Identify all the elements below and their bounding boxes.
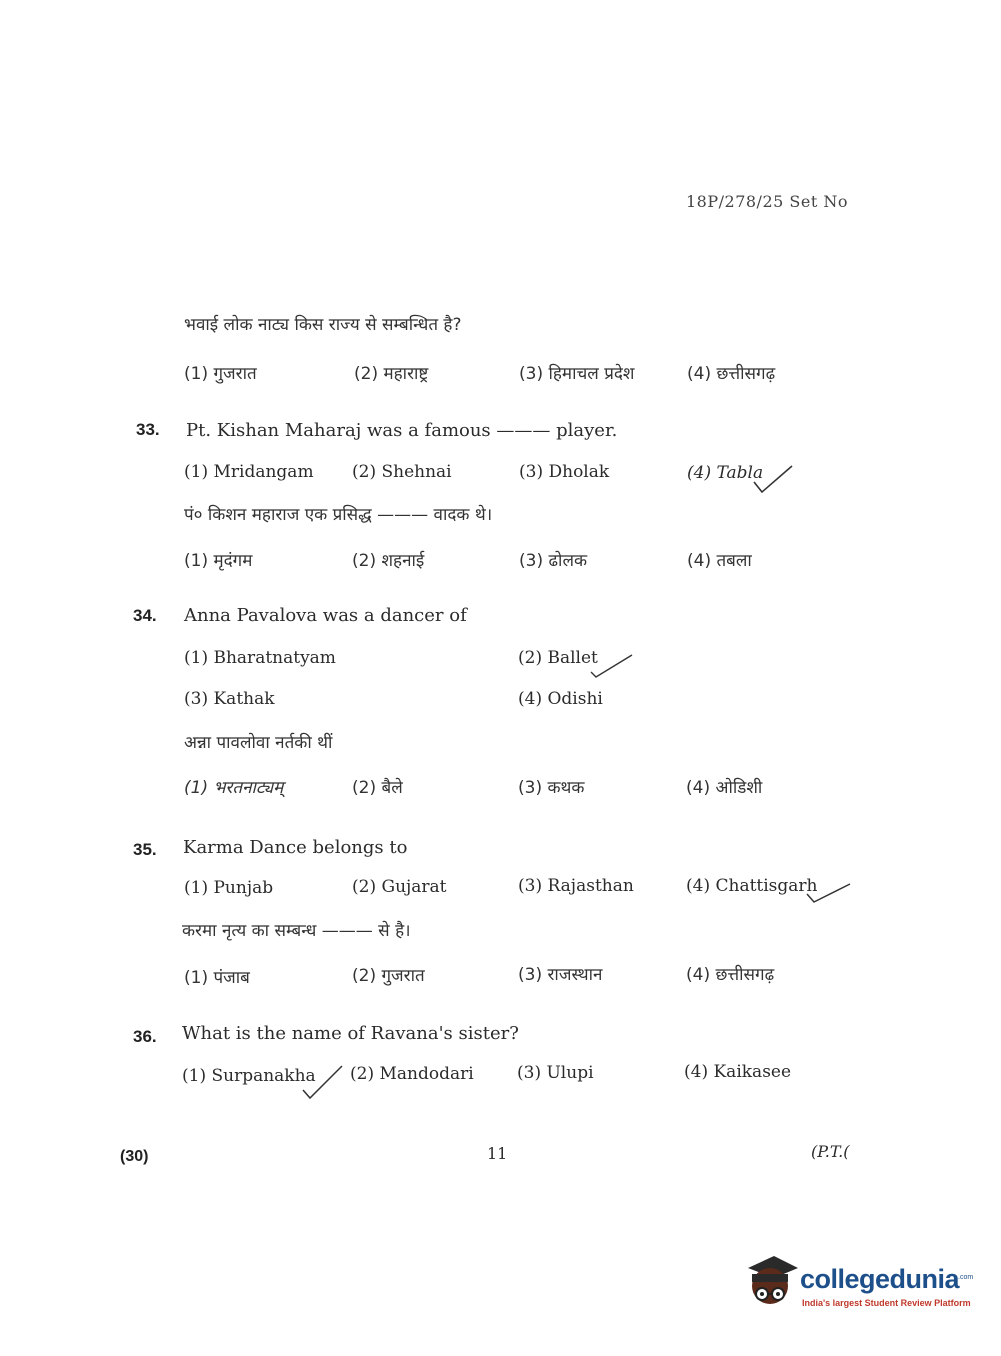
footer-marker: (30) <box>120 1148 149 1165</box>
page-number: 11 <box>487 1144 508 1163</box>
q35-hindi-option-1: (1) पंजाब <box>184 968 250 988</box>
q36-option-1: (1) Surpanakha <box>182 1066 316 1086</box>
q33-hindi-option-3: (3) ढोलक <box>519 551 588 571</box>
logo-tagline: India's largest Student Review Platform <box>802 1298 971 1308</box>
q34-text: Anna Pavalova was a dancer of <box>184 605 467 626</box>
q35-option-2: (2) Gujarat <box>352 877 447 897</box>
q34-option-1: (1) Bharatnatyam <box>184 648 336 668</box>
q34-option-4: (4) Odishi <box>518 689 603 709</box>
q34-hindi-option-4: (4) ओडिशी <box>686 778 763 798</box>
q35-text: Karma Dance belongs to <box>183 837 408 858</box>
q33-number: 33. <box>136 420 160 439</box>
q33-hindi-option-1: (1) मृदंगम <box>184 551 253 571</box>
q35-number: 35. <box>133 840 157 859</box>
q34-hindi-option-3: (3) कथक <box>518 778 585 798</box>
q34-option-2: (2) Ballet <box>518 648 598 668</box>
q36-text: What is the name of Ravana's sister? <box>182 1023 519 1044</box>
q33-text-hindi: पं० किशन महाराज एक प्रसिद्ध ——— वादक थे। <box>184 505 493 525</box>
answer-tick-mark <box>588 652 636 680</box>
collegedunia-logo <box>740 1250 974 1320</box>
q33-option-2: (2) Shehnai <box>352 462 452 482</box>
q34-option-3: (3) Kathak <box>184 689 275 709</box>
q35-hindi-option-3: (3) राजस्थान <box>518 965 603 985</box>
q34-text-hindi: अन्ना पावलोवा नर्तकी थीं <box>184 733 333 753</box>
q32-option-4: (4) छत्तीसगढ़ <box>687 364 776 384</box>
q35-hindi-option-2: (2) गुजरात <box>352 966 425 986</box>
q33-text: Pt. Kishan Maharaj was a famous ——— player. <box>186 420 618 441</box>
pto-label: (P.T.( <box>811 1142 850 1161</box>
answer-tick-mark <box>804 878 854 908</box>
logo-name: collegedunia <box>800 1264 960 1294</box>
q35-text-hindi: करमा नृत्य का सम्बन्ध ——— से है। <box>182 921 411 941</box>
q32-text-hindi: भवाई लोक नाट्य किस राज्य से सम्बन्धित है? <box>184 315 462 335</box>
q33-option-3: (3) Dholak <box>519 462 610 482</box>
answer-tick-mark <box>300 1062 346 1102</box>
mascot-icon <box>740 1250 800 1310</box>
q35-option-1: (1) Punjab <box>184 878 274 898</box>
q33-hindi-option-2: (2) शहनाई <box>352 551 425 571</box>
q32-option-1: (1) गुजरात <box>184 364 257 384</box>
q32-option-3: (3) हिमाचल प्रदेश <box>519 364 635 384</box>
q36-option-2: (2) Mandodari <box>350 1064 474 1084</box>
q33-option-1: (1) Mridangam <box>184 462 314 482</box>
q33-option-4: (4) Tabla <box>687 463 764 483</box>
q35-option-4: (4) Chattisgarh <box>686 876 818 896</box>
q34-hindi-option-1: (1) भरतनाट्यम् <box>184 778 284 798</box>
q36-option-3: (3) Ulupi <box>517 1063 594 1083</box>
q34-number: 34. <box>133 606 157 625</box>
q35-option-3: (3) Rajasthan <box>518 876 634 896</box>
q35-hindi-option-4: (4) छत्तीसगढ़ <box>686 965 775 985</box>
q34-hindi-option-2: (2) बैले <box>352 778 403 798</box>
logo-suffix: .com <box>958 1274 974 1281</box>
q33-hindi-option-4: (4) तबला <box>687 551 752 571</box>
q36-number: 36. <box>133 1027 157 1046</box>
answer-tick-mark <box>752 462 796 496</box>
set-code: 18P/278/25 Set No <box>686 192 848 211</box>
q32-option-2: (2) महाराष्ट्र <box>354 364 429 384</box>
q36-option-4: (4) Kaikasee <box>684 1062 792 1082</box>
